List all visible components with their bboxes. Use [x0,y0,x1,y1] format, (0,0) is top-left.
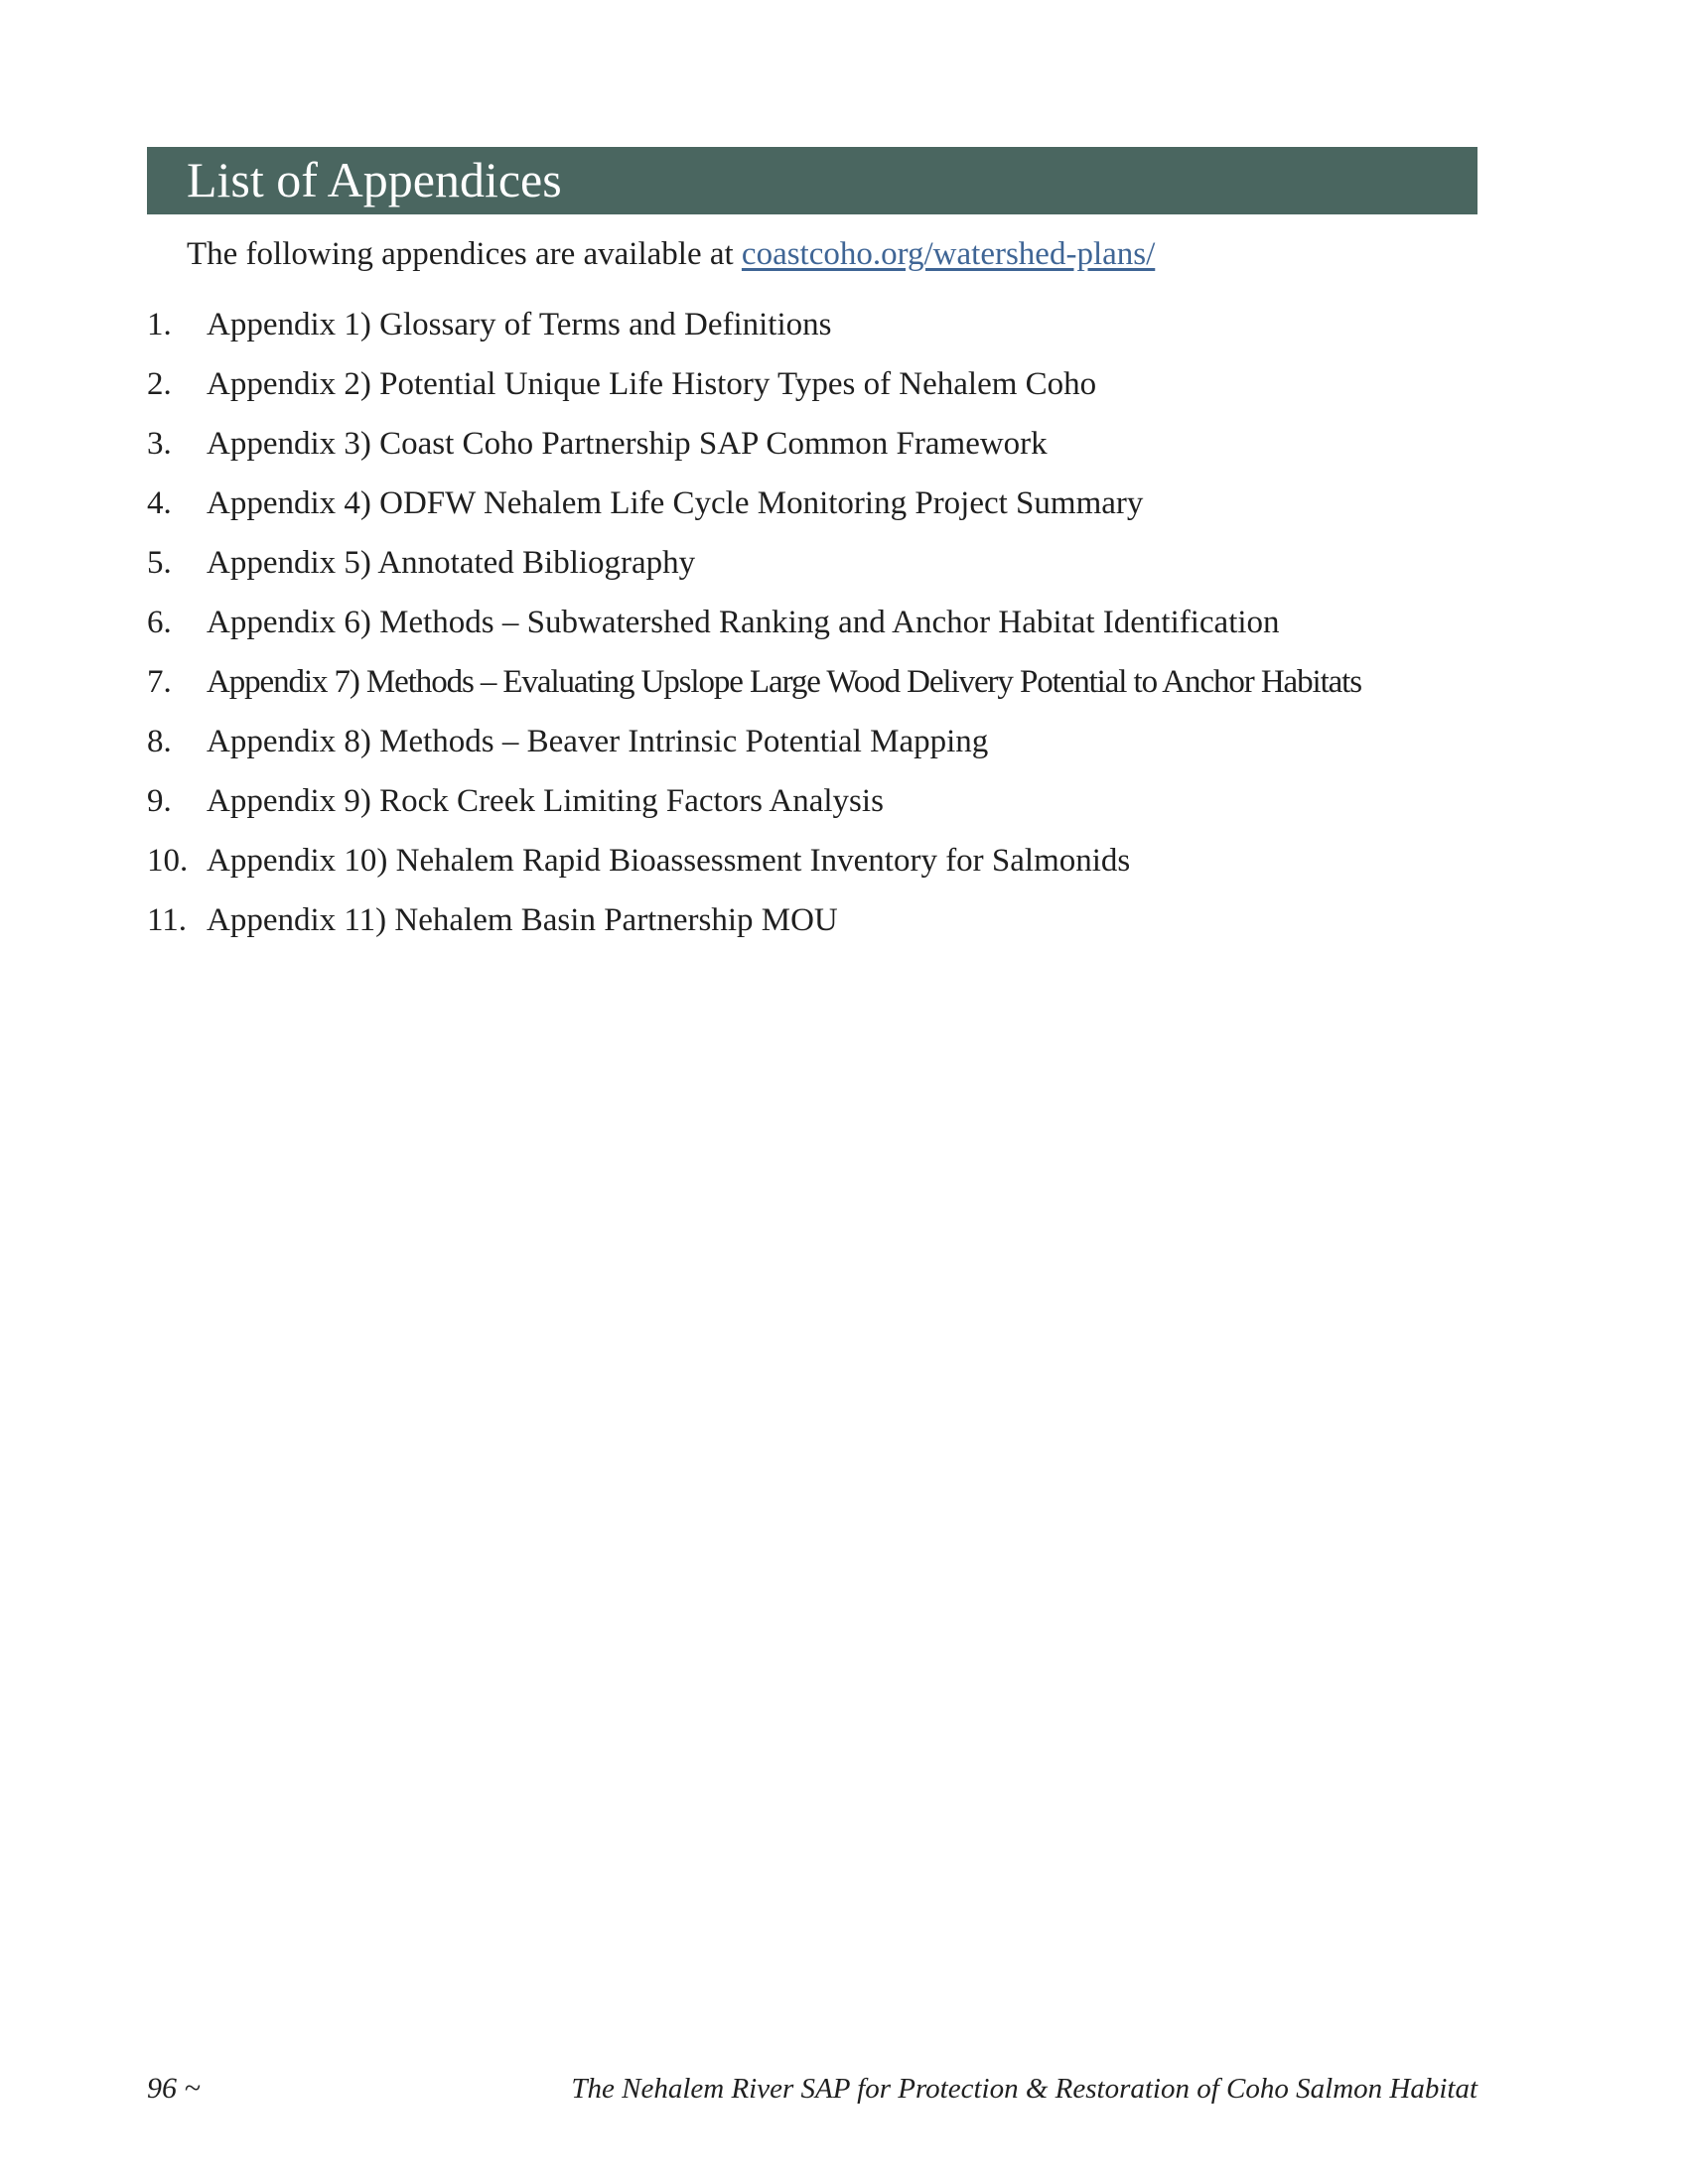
appendix-number: 1. [147,307,172,342]
appendix-title: Appendix 9) Rock Creek Limiting Factors Analysis [207,783,884,819]
appendix-number: 3. [147,426,172,462]
appendix-item-5 [147,541,1361,601]
appendix-number: 10. [147,843,189,879]
appendix-item-7 [147,660,1361,720]
appendix-title: Appendix 11) Nehalem Basin Partnership MOU [207,902,838,938]
appendix-number: 5. [147,545,172,581]
appendix-item-1 [147,303,1361,362]
appendix-number: 8. [147,724,172,759]
appendix-title: Appendix 7) Methods – Evaluating Upslope Large Wood Delivery Potential to Anchor Habitats [207,664,1361,700]
section-header-bar [147,147,1477,214]
appendix-number: 4. [147,485,172,521]
appendix-number: 9. [147,783,172,819]
appendix-title: Appendix 3) Coast Coho Partnership SAP Common Framework [207,426,1048,462]
appendix-number: 11. [147,902,188,938]
appendix-item-3 [147,422,1361,481]
appendix-number: 6. [147,605,172,640]
appendix-title: Appendix 1) Glossary of Terms and Definitions [207,307,832,342]
page-title: List of Appendices [187,152,562,207]
appendix-title: Appendix 10) Nehalem Rapid Bioassessment Inventory for Salmonids [207,843,1131,879]
watershed-plans-link[interactable]: coastcoho.org/watershed-plans/ [741,236,1156,272]
running-footer-title: The Nehalem River SAP for Protection & Restoration of Coho Salmon Habitat [571,2073,1477,2105]
appendix-item-11 [147,898,1361,958]
appendix-item-8 [147,720,1361,779]
appendix-number: 2. [147,366,172,402]
appendix-title: Appendix 4) ODFW Nehalem Life Cycle Monitoring Project Summary [207,485,1144,521]
intro-paragraph [187,232,1155,276]
appendix-item-6 [147,601,1361,660]
appendix-number: 7. [147,664,172,700]
appendix-item-2 [147,362,1361,422]
page-number: 96 ~ [147,2072,201,2105]
intro-text: The following appendices are available at [187,236,742,272]
appendix-item-9 [147,779,1361,839]
appendix-title: Appendix 8) Methods – Beaver Intrinsic Potential Mapping [207,724,989,759]
appendix-item-10 [147,839,1361,898]
appendix-title: Appendix 2) Potential Unique Life History Types of Nehalem Coho [207,366,1097,402]
appendix-title: Appendix 5) Annotated Bibliography [207,545,696,581]
appendix-title: Appendix 6) Methods – Subwatershed Ranking and Anchor Habitat Identification [207,605,1280,640]
appendix-item-4 [147,481,1361,541]
appendix-list [147,303,1361,958]
